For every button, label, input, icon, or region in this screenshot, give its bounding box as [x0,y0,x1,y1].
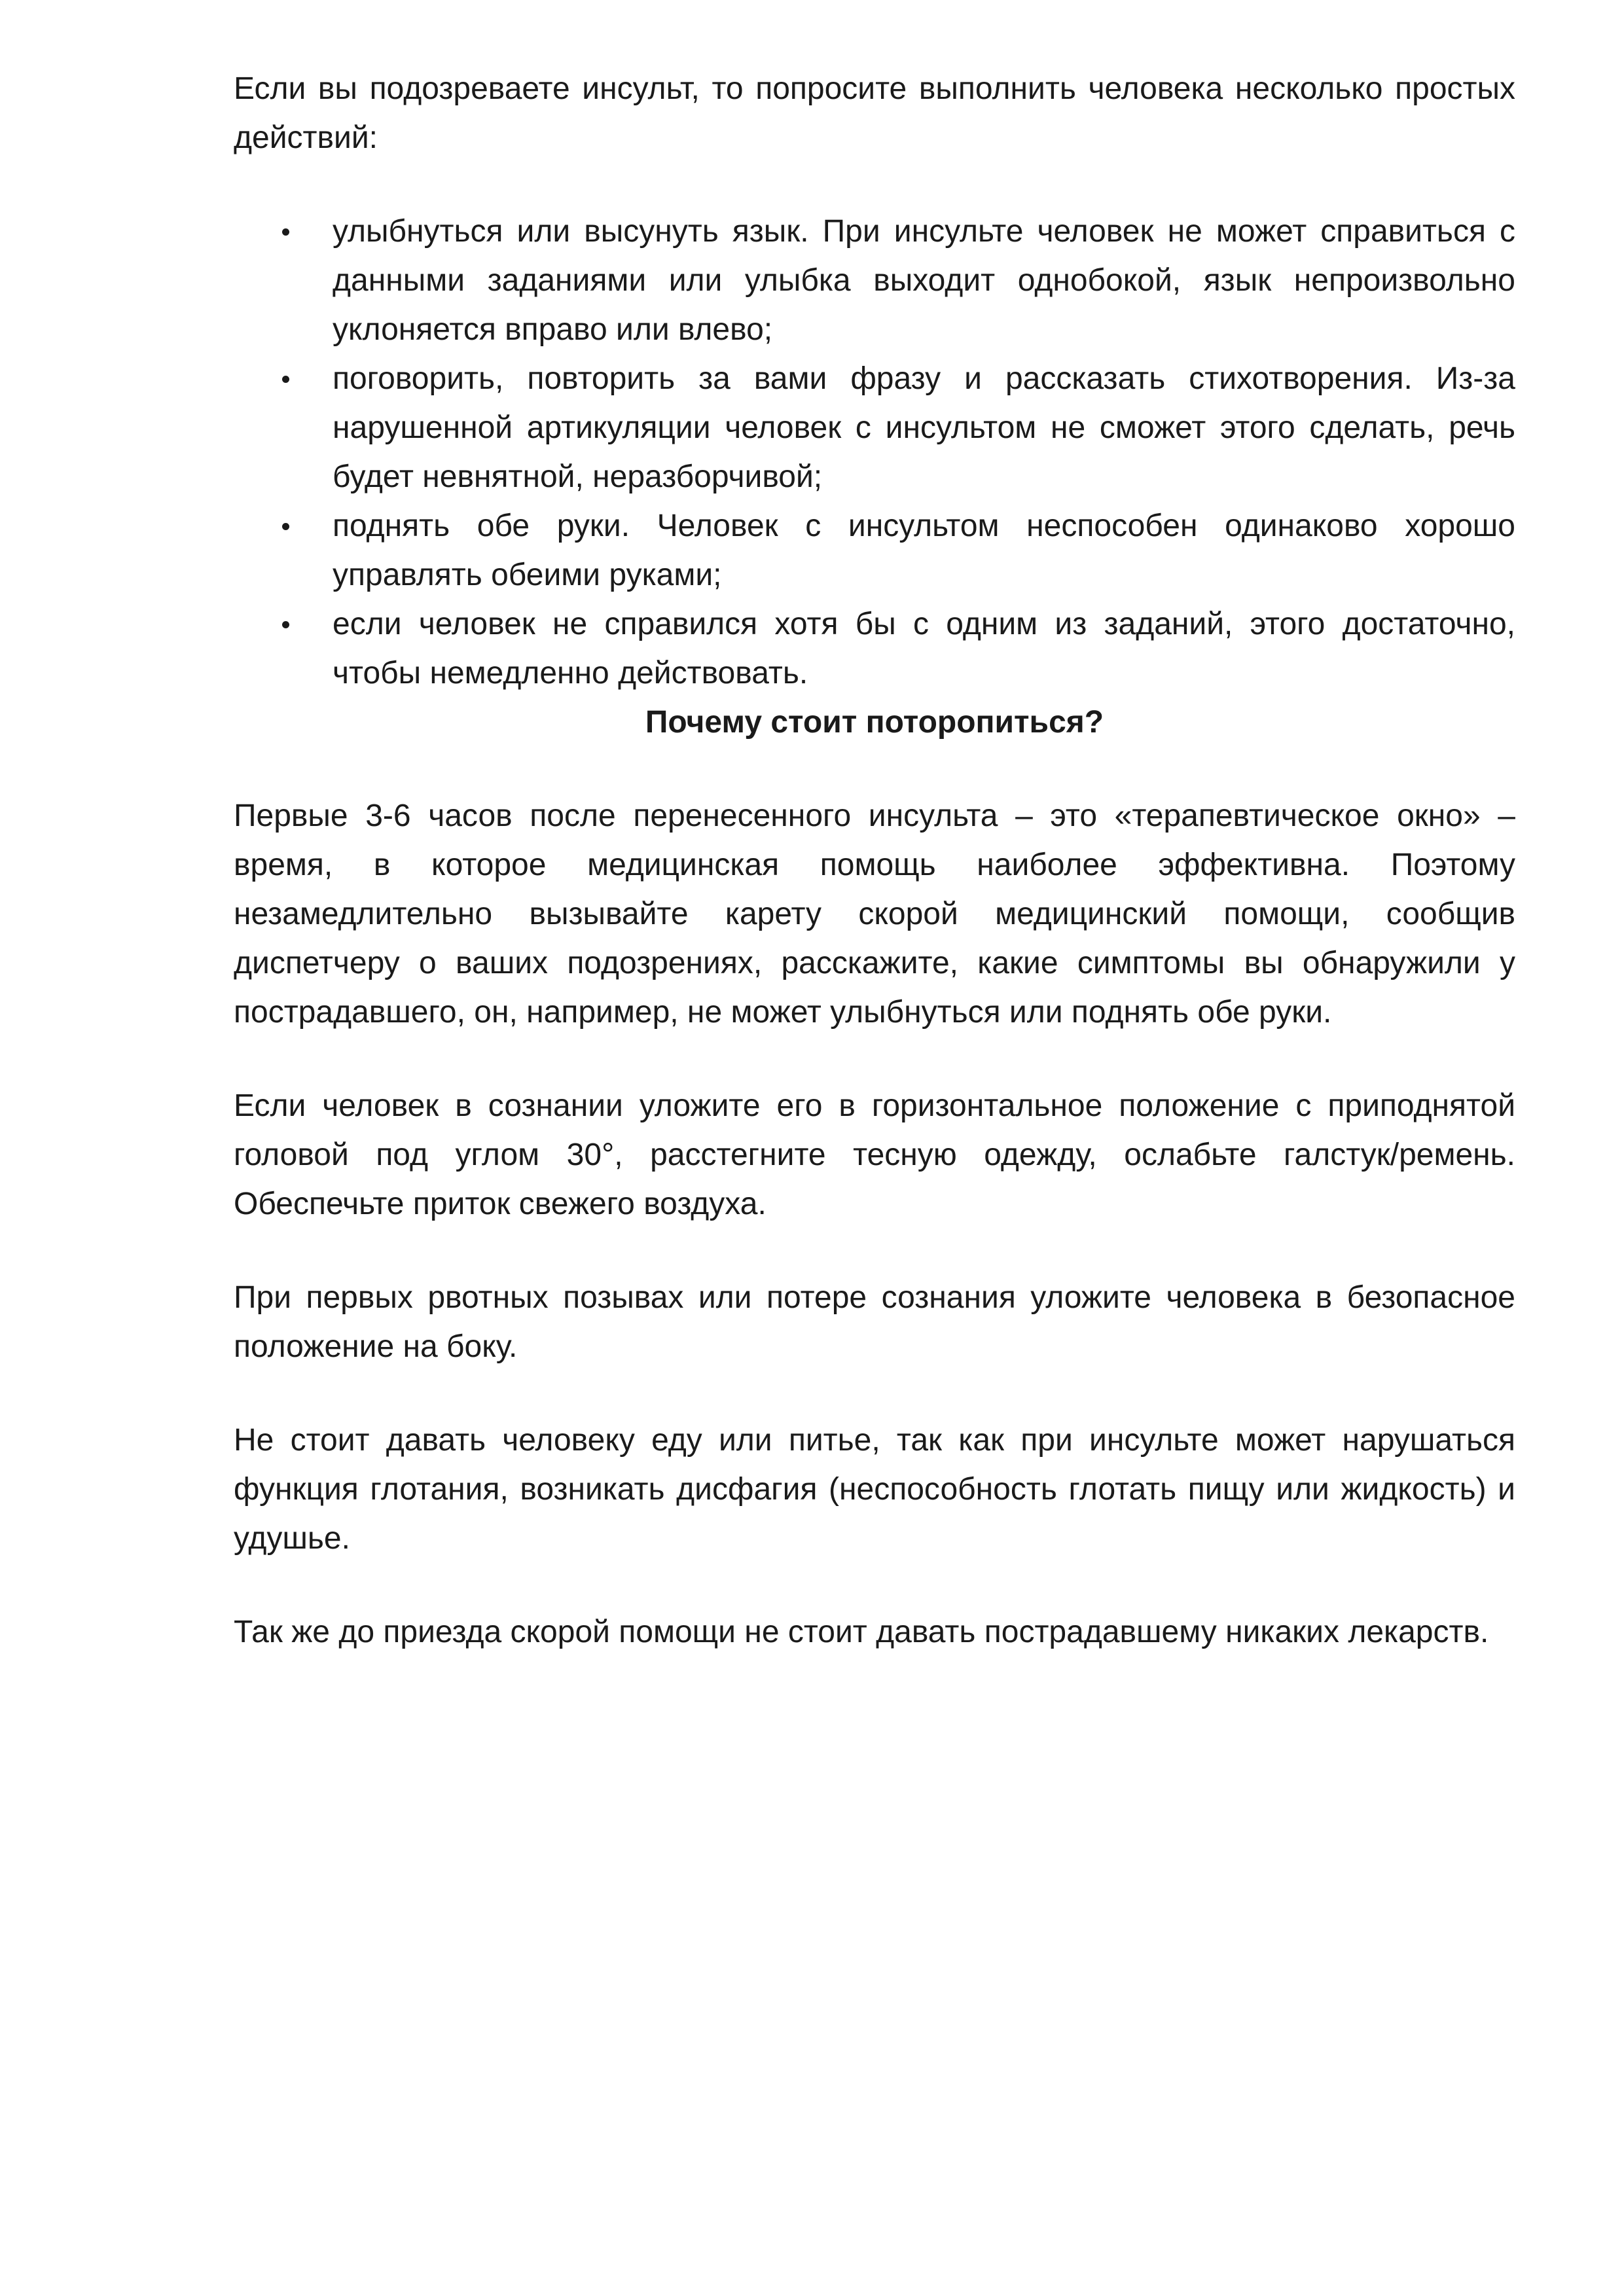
action-list [234,207,1515,698]
paragraph: При первых рвотных позывах или потере сознания уложите человека в безопасное положение на боку. [234,1280,1515,1364]
bullet-icon [282,376,289,383]
list-item [234,600,1515,698]
list-item [234,207,1515,354]
list-item-text: если человек не справился хотя бы с одним из заданий, этого достаточно, чтобы немедленно действовать. [333,607,1515,691]
paragraph: Не стоит давать человеку еду или питье, так как при инсульте может нарушаться функция глотания, возникать дисфагия (неспособность глотать пищу или жидкость) и удушье. [234,1423,1515,1556]
section-heading: Почему стоит поторопиться? [645,705,1104,740]
bullet-icon [282,523,289,530]
intro-paragraph: Если вы подозреваете инсульт, то попросите выполнить человека несколько простых действий: [234,71,1515,155]
document-page [234,64,1515,1701]
paragraph: Первые 3-6 часов после перенесенного инсульта – это «терапевтическое окно» – время, в которое медицинская помощь наиболее эффективна. Поэтому незамедлительно вызывайте карету скорой медицинский помощи, сообщив диспетчеру о ваших подозрениях, расскажите, какие симптомы вы обнаружили у пострадавшего, он, например, не может улыбнуться или поднять обе руки. [234,798,1515,1030]
list-item-text: поговорить, повторить за вами фразу и рассказать стихотворения. Из-за нарушенной артикуляции человек с инсультом не сможет этого сделать, речь будет невнятной, неразборчивой; [333,361,1515,494]
paragraph: Так же до приезда скорой помощи не стоит давать пострадавшему никаких лекарств. [234,1615,1489,1649]
list-item-text: улыбнуться или высунуть язык. При инсульте человек не может справиться с данными заданиями или улыбка выходит однобокой, язык непроизвольно уклоняется вправо или влево; [333,214,1515,347]
list-item [234,354,1515,501]
bullet-icon [282,621,289,628]
list-item-text: поднять обе руки. Человек с инсультом неспособен одинаково хорошо управлять обеими руками; [333,509,1515,592]
body-text [234,791,1515,1657]
list-item [234,501,1515,600]
bullet-icon [282,228,289,236]
paragraph: Если человек в сознании уложите его в горизонтальное положение с приподнятой головой под углом 30°, расстегните тесную одежду, ослабьте галстук/ремень. Обеспечьте приток свежего воздуха. [234,1088,1515,1221]
